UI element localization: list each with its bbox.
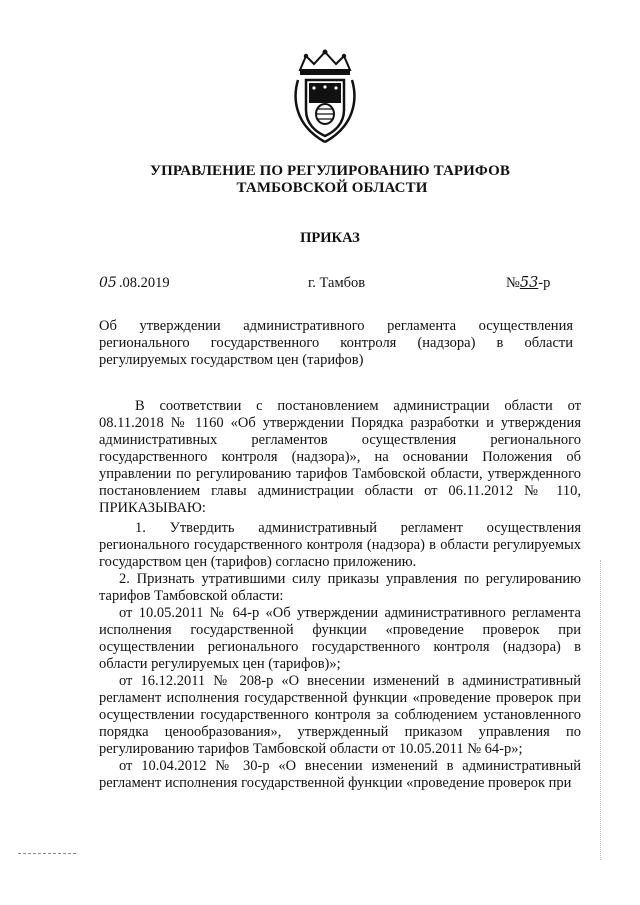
number-suffix: -р [538, 275, 551, 291]
order-number [506, 275, 550, 292]
preamble-text: В соответствии с постановлением администрации области от 08.11.2018 № 1160 «Об утверждении Порядка разработки и утверждения административных регламентов осуществления регионального государственного контроля (надзора)», на основании Положения об управлении по регулированию тарифов Тамбовской области, утвержденного постановлением главы администрации области от 06.11.2012 № 110, ПРИКАЗЫВАЮ: [99, 398, 581, 516]
repealed-order-3: от 10.04.2012 № 30-р «О внесении изменений в административный регламент исполнения государственной функции «проведение проверок при [99, 758, 581, 791]
organization-name-line1: УПРАВЛЕНИЕ ПО РЕГУЛИРОВАНИЮ ТАРИФОВ [150, 163, 510, 179]
order-date [99, 275, 170, 292]
number-sign: № [506, 275, 520, 291]
handwritten-number: 53 [519, 275, 539, 291]
repealed-order-1: от 10.05.2011 № 64-р «Об утверждении административного регламента исполнения государственной функции «проведение проверок при осуществлении регионального государственного контроля (надзора) в области регулируемых цен (тарифов)»; [99, 605, 581, 672]
preamble-paragraph [99, 398, 581, 517]
order-subject: Об утверждении административного регламента осуществления регионального государственного контроля (надзора) в области регулируемых государством цен (тарифов) [99, 318, 573, 368]
order-city: г. Тамбов [308, 275, 366, 291]
footer-divider [18, 853, 76, 854]
scan-edge-mark [600, 560, 601, 860]
date-rest: .08.2019 [118, 275, 170, 291]
order-items [99, 520, 581, 792]
tambov-coat-of-arms-icon [292, 48, 358, 146]
handwritten-day: 05 [99, 275, 117, 291]
item-2: 2. Признать утратившими силу приказы управления по регулированию тарифов Тамбовской области: [99, 571, 581, 604]
item-1: 1. Утвердить административный регламент осуществления регионального государственного контроля (надзора) в области регулируемых государством цен (тарифов) согласно приложению. [99, 520, 581, 570]
organization-name-line2: ТАМБОВСКОЙ ОБЛАСТИ [236, 180, 428, 196]
document-type-title: ПРИКАЗ [300, 230, 360, 246]
repealed-order-2: от 16.12.2011 № 208-р «О внесении изменений в административный регламент исполнения государственной функции «проведение проверок при осуществлении государственного контроля за соблюдением установленного порядка ценообразования», утвержденный приказом управления по регулированию тарифов Тамбовской области от 10.05.2011 № 64-р»; [99, 673, 581, 757]
